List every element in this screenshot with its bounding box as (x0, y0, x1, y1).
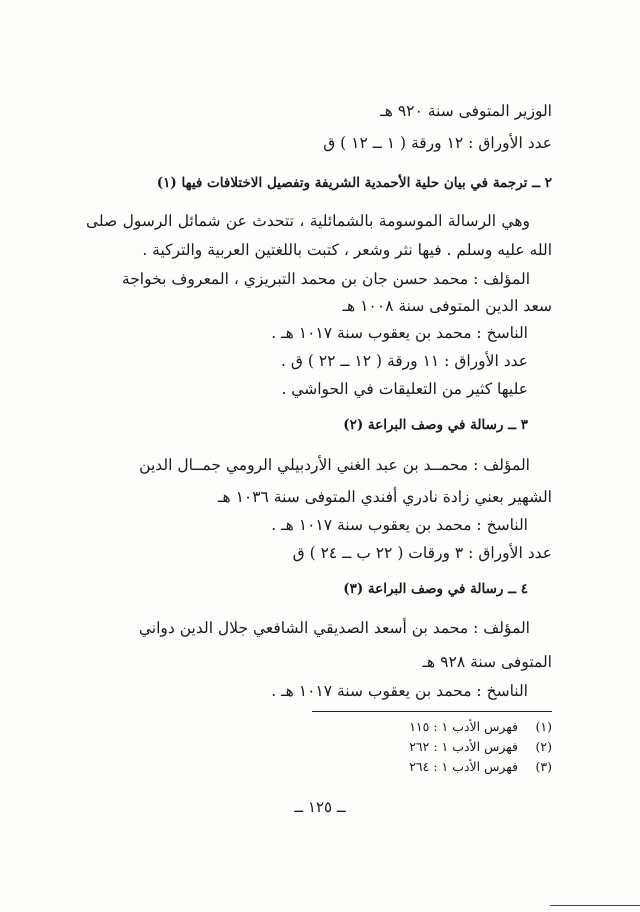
section-2-heading: ٢ ــ ترجمة في بيان حلية الأحمدية الشريفة وتفصيل الاختلافات فيها (١) (156, 175, 552, 191)
footnote-1-number: (١) (535, 719, 552, 734)
section-3-pages: عدد الأوراق : ٣ ورقات ( ٢٢ ب ــ ٢٤ ) ق (292, 544, 552, 562)
footnote-3-number: (٣) (535, 759, 552, 774)
footnote-1 (409, 718, 552, 736)
section-3-author (64, 451, 552, 480)
section-2-pages: عدد الأوراق : ١١ ورقة ( ١٢ ــ ٢٢ ) ق . (281, 352, 528, 370)
scan-edge-mark (550, 905, 640, 906)
top-line-1: الوزير المتوفى سنة ٩٢٠ هـ (380, 102, 552, 120)
section-4-author-line: المؤلف : محمد بن أسعد الصديقي الشافعي جلال الدين دواني (138, 619, 530, 637)
section-2-note: عليها كثير من التعليقات في الحواشي . (281, 380, 528, 398)
section-3-author-line: المؤلف : محمــد بن عبد الغني الأردبيلي الرومي جمــال الدين (139, 456, 530, 474)
footnote-3-text: فهرس الأدب ١ : ٢٦٤ (409, 759, 519, 774)
page-number: ــ ١٢٥ ــ (294, 798, 346, 816)
footnote-3 (409, 758, 552, 776)
footnote-2 (409, 738, 552, 756)
section-4-copyist: الناسخ : محمد بن يعقوب سنة ١٠١٧ هـ . (271, 682, 528, 700)
section-4-author (64, 614, 552, 643)
section-2-paragraph: وهي الرسالة الموسومة بالشمائلية ، تتحدث عن شمائل الرسول صلى الله عليه وسلم . فيها نثر وشعر ، كتبت باللغتين العربية والتركية . (86, 212, 552, 259)
section-3-author-cont: الشهير بعني زادة نادري أفندي المتوفى سنة ١٠٣٦ هـ (217, 488, 552, 506)
top-pages-line: عدد الأوراق : ١٢ ورقة ( ١ ــ ١٢ ) ق (323, 134, 552, 152)
footnote-separator (312, 711, 552, 712)
section-2-author-line: المؤلف : محمد حسن جان بن محمد التبريزي ، المعروف بخواجة (121, 270, 530, 288)
section-3-heading: ٣ ــ رسالة في وصف البراعة (٢) (343, 417, 528, 433)
footnote-2-number: (٢) (535, 739, 552, 754)
section-2-author (64, 265, 552, 294)
section-3-copyist: الناسخ : محمد بن يعقوب سنة ١٠١٧ هـ . (271, 516, 528, 534)
section-4-author-cont: المتوفى سنة ٩٢٨ هـ (422, 653, 552, 671)
footnote-2-text: فهرس الأدب ١ : ٢٦٢ (409, 739, 519, 754)
section-4-heading: ٤ ــ رسالة في وصف البراعة (٣) (343, 581, 528, 597)
section-2-copyist: الناسخ : محمد بن يعقوب سنة ١٠١٧ هـ . (271, 324, 528, 342)
section-2-author-cont: سعد الدين المتوفى سنة ١٠٠٨ هـ (342, 297, 552, 315)
footnote-1-text: فهرس الأدب ١ : ١١٥ (409, 719, 519, 734)
